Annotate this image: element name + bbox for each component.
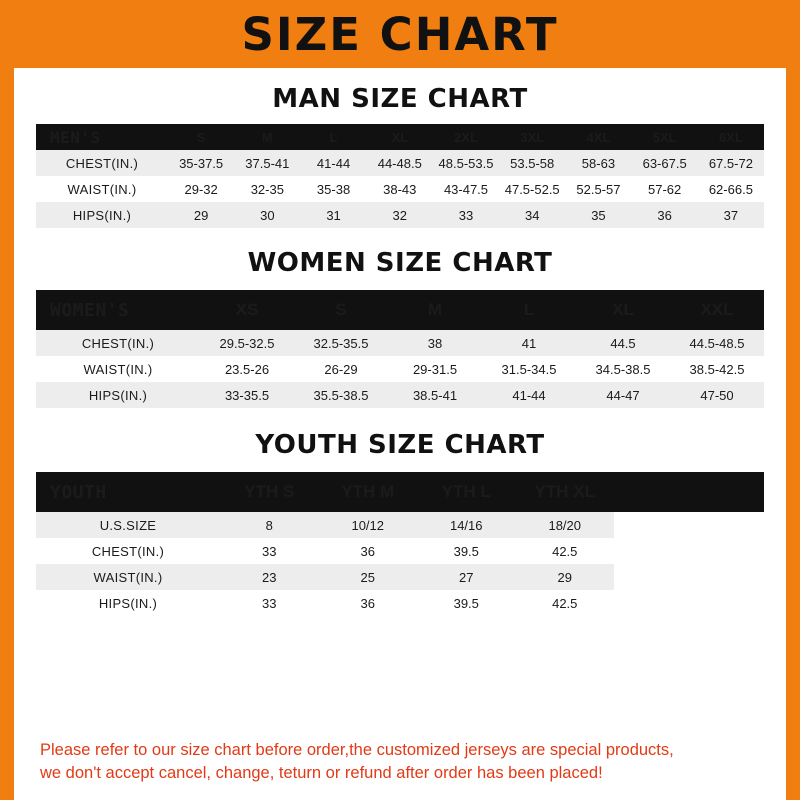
men-hips-l: 31	[300, 202, 366, 228]
men-chest-5xl: 63-67.5	[632, 150, 698, 176]
youth-waist-spacer	[614, 564, 764, 590]
youth-row-label-chest: CHEST(IN.)	[36, 538, 220, 564]
notice-line-1: Please refer to our size chart before order,the customized jerseys are special products,	[40, 741, 674, 760]
men-table-body	[36, 150, 764, 228]
men-header-label: MEN'S	[36, 124, 168, 150]
men-chest-6xl: 67.5-72	[698, 150, 764, 176]
men-hips-xl: 32	[367, 202, 433, 228]
men-header-s: S	[168, 124, 234, 150]
women-header-label: WOMEN'S	[36, 290, 200, 330]
men-header-3xl: 3XL	[499, 124, 565, 150]
women-hips-xxl: 47-50	[670, 382, 764, 408]
page-title: SIZE CHART	[241, 7, 559, 61]
men-header-6xl: 6XL	[698, 124, 764, 150]
men-hips-s: 29	[168, 202, 234, 228]
women-hips-xs: 33-35.5	[200, 382, 294, 408]
youth-us-size-m: 10/12	[319, 512, 418, 538]
men-waist-4xl: 52.5-57	[565, 176, 631, 202]
men-header-xl: XL	[367, 124, 433, 150]
men-row-label-waist: WAIST(IN.)	[36, 176, 168, 202]
women-waist-xs: 23.5-26	[200, 356, 294, 382]
women-table-body	[36, 330, 764, 408]
table-row	[36, 512, 764, 538]
youth-hips-spacer	[614, 590, 764, 616]
youth-header-yth-m: YTH M	[319, 472, 418, 512]
women-hips-m: 38.5-41	[388, 382, 482, 408]
men-chest-s: 35-37.5	[168, 150, 234, 176]
women-table-head	[36, 290, 764, 330]
women-header-s: S	[294, 290, 388, 330]
women-waist-m: 29-31.5	[388, 356, 482, 382]
men-table-head	[36, 124, 764, 150]
women-size-table	[36, 290, 764, 408]
youth-chest-spacer	[614, 538, 764, 564]
table-row	[36, 382, 764, 408]
order-notice	[36, 725, 764, 800]
men-chest-3xl: 53.5-58	[499, 150, 565, 176]
women-header-m: M	[388, 290, 482, 330]
men-size-table	[36, 124, 764, 228]
men-chest-xl: 44-48.5	[367, 150, 433, 176]
women-waist-s: 26-29	[294, 356, 388, 382]
women-hips-l: 41-44	[482, 382, 576, 408]
women-waist-xl: 34.5-38.5	[576, 356, 670, 382]
women-row-label-hips: HIPS(IN.)	[36, 382, 200, 408]
youth-header-yth-xl: YTH XL	[516, 472, 615, 512]
youth-waist-xl: 29	[516, 564, 615, 590]
women-hips-xl: 44-47	[576, 382, 670, 408]
men-header-m: M	[234, 124, 300, 150]
youth-row-label-hips: HIPS(IN.)	[36, 590, 220, 616]
youth-chest-s: 33	[220, 538, 319, 564]
table-row	[36, 564, 764, 590]
table-row	[36, 176, 764, 202]
table-header-row	[36, 472, 764, 512]
women-chest-s: 32.5-35.5	[294, 330, 388, 356]
men-hips-6xl: 37	[698, 202, 764, 228]
men-chest-m: 37.5-41	[234, 150, 300, 176]
men-header-5xl: 5XL	[632, 124, 698, 150]
youth-hips-m: 36	[319, 590, 418, 616]
women-chest-xs: 29.5-32.5	[200, 330, 294, 356]
men-waist-s: 29-32	[168, 176, 234, 202]
youth-hips-s: 33	[220, 590, 319, 616]
youth-table-body	[36, 512, 764, 616]
men-chest-4xl: 58-63	[565, 150, 631, 176]
men-header-l: L	[300, 124, 366, 150]
women-chest-xl: 44.5	[576, 330, 670, 356]
youth-waist-s: 23	[220, 564, 319, 590]
table-row	[36, 202, 764, 228]
men-waist-3xl: 47.5-52.5	[499, 176, 565, 202]
men-waist-5xl: 57-62	[632, 176, 698, 202]
women-chest-m: 38	[388, 330, 482, 356]
youth-header-yth-l: YTH L	[417, 472, 516, 512]
youth-size-table	[36, 472, 764, 616]
women-chest-l: 41	[482, 330, 576, 356]
men-waist-2xl: 43-47.5	[433, 176, 499, 202]
youth-chest-l: 39.5	[417, 538, 516, 564]
table-row	[36, 356, 764, 382]
table-row	[36, 538, 764, 564]
content	[14, 68, 786, 800]
women-waist-xxl: 38.5-42.5	[670, 356, 764, 382]
women-waist-l: 31.5-34.5	[482, 356, 576, 382]
men-hips-3xl: 34	[499, 202, 565, 228]
men-hips-4xl: 35	[565, 202, 631, 228]
youth-section-title: YOUTH SIZE CHART	[255, 430, 545, 460]
men-chest-l: 41-44	[300, 150, 366, 176]
youth-row-label-waist: WAIST(IN.)	[36, 564, 220, 590]
women-header-xl: XL	[576, 290, 670, 330]
table-row	[36, 330, 764, 356]
youth-chest-m: 36	[319, 538, 418, 564]
table-header-row	[36, 124, 764, 150]
youth-waist-l: 27	[417, 564, 516, 590]
men-waist-xl: 38-43	[367, 176, 433, 202]
youth-us-size-l: 14/16	[417, 512, 516, 538]
youth-hips-xl: 42.5	[516, 590, 615, 616]
youth-row-label-us-size: U.S.SIZE	[36, 512, 220, 538]
table-row	[36, 150, 764, 176]
table-row	[36, 590, 764, 616]
youth-hips-l: 39.5	[417, 590, 516, 616]
youth-chest-xl: 42.5	[516, 538, 615, 564]
youth-waist-m: 25	[319, 564, 418, 590]
youth-header-yth-s: YTH S	[220, 472, 319, 512]
women-section-title: WOMEN SIZE CHART	[247, 248, 553, 278]
women-header-xxl: XXL	[670, 290, 764, 330]
men-section-title: MAN SIZE CHART	[272, 84, 528, 114]
youth-header-label: YOUTH	[36, 472, 220, 512]
women-row-label-chest: CHEST(IN.)	[36, 330, 200, 356]
men-waist-l: 35-38	[300, 176, 366, 202]
women-chest-xxl: 44.5-48.5	[670, 330, 764, 356]
men-hips-2xl: 33	[433, 202, 499, 228]
youth-table-head	[36, 472, 764, 512]
women-header-l: L	[482, 290, 576, 330]
men-hips-5xl: 36	[632, 202, 698, 228]
men-header-4xl: 4XL	[565, 124, 631, 150]
notice-line-2: we don't accept cancel, change, teturn or refund after order has been placed!	[40, 763, 603, 782]
banner	[14, 0, 786, 68]
men-waist-6xl: 62-66.5	[698, 176, 764, 202]
women-row-label-waist: WAIST(IN.)	[36, 356, 200, 382]
youth-header-spacer	[614, 472, 764, 512]
men-chest-2xl: 48.5-53.5	[433, 150, 499, 176]
women-header-xs: XS	[200, 290, 294, 330]
men-waist-m: 32-35	[234, 176, 300, 202]
men-row-label-hips: HIPS(IN.)	[36, 202, 168, 228]
table-header-row	[36, 290, 764, 330]
men-header-2xl: 2XL	[433, 124, 499, 150]
youth-us-size-xl: 18/20	[516, 512, 615, 538]
women-hips-s: 35.5-38.5	[294, 382, 388, 408]
men-hips-m: 30	[234, 202, 300, 228]
men-row-label-chest: CHEST(IN.)	[36, 150, 168, 176]
youth-us-size-s: 8	[220, 512, 319, 538]
youth-us-size-spacer	[614, 512, 764, 538]
